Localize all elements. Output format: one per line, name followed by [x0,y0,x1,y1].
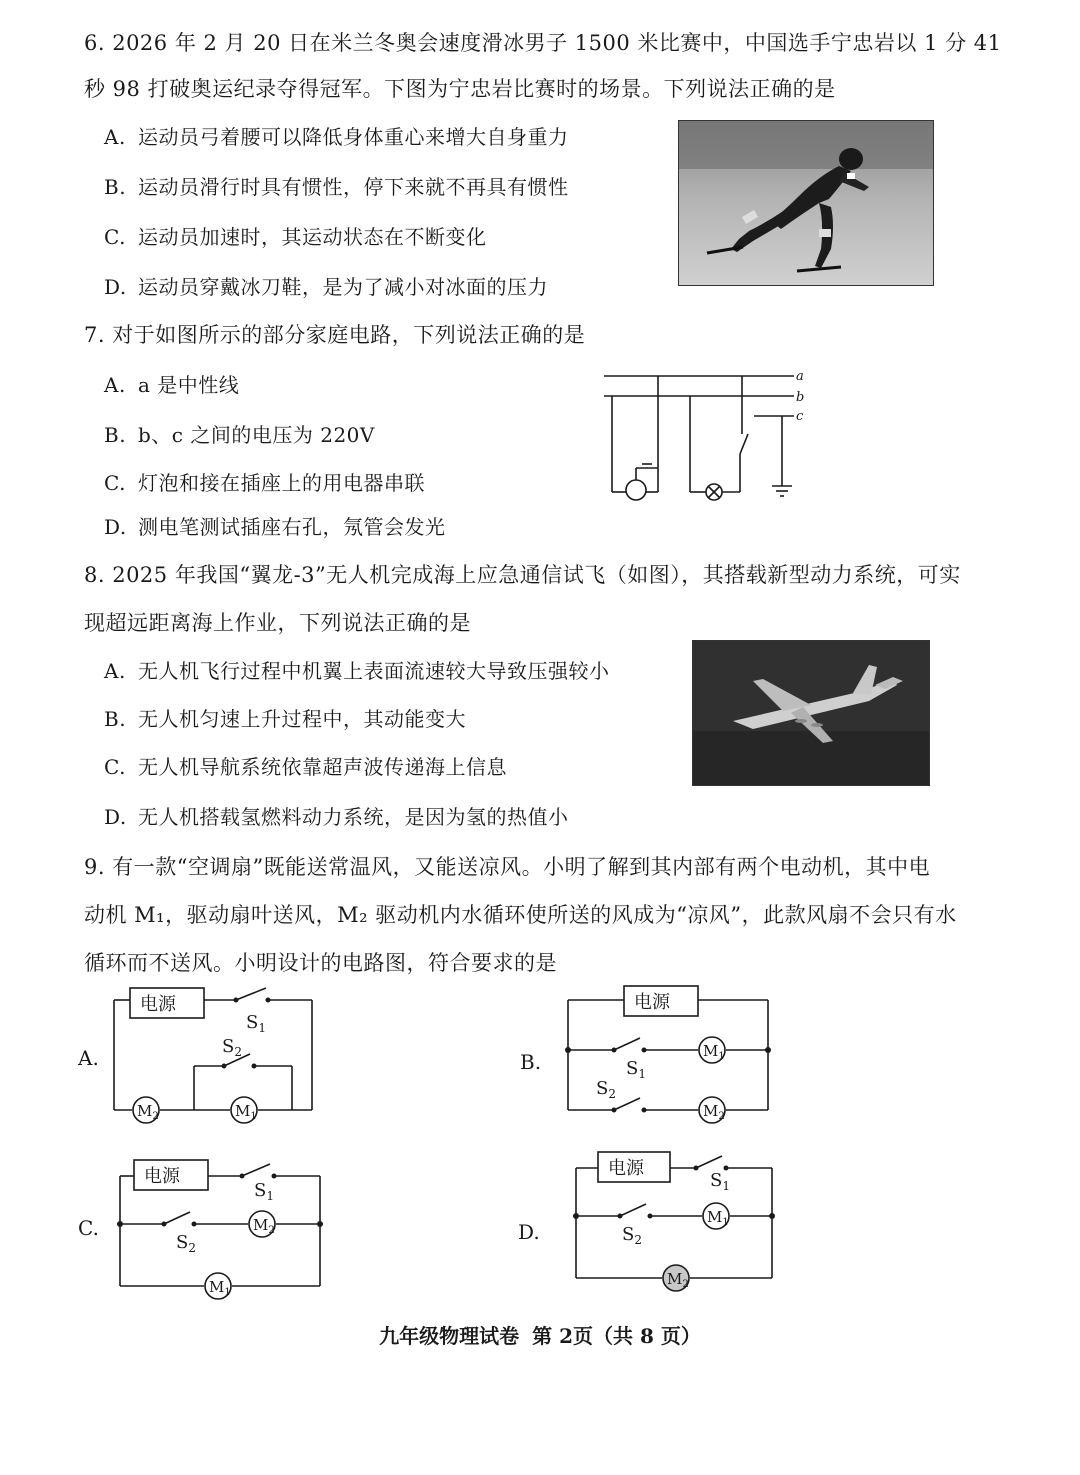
drone-photo [692,640,930,786]
option-label: A. [104,125,126,149]
option-label: B. [104,175,127,199]
q7-option-c [104,468,425,498]
q9-circuit-c [112,1156,342,1308]
option-label: B. [104,423,127,447]
motor-m1-label: $M_1$ [703,1042,725,1062]
q7-stem: 7. 对于如图所示的部分家庭电路，下列说法正确的是 [84,323,586,347]
option-text: b、c 之间的电压为 220V [138,423,375,447]
q8-stem-line1: 8. 2025 年我国“翼龙-3”无人机完成海上应急通信试飞（如图），其搭载新型动力系统，可实 [84,563,961,587]
option-label: A. [104,659,126,683]
q6-stem-line1: 6. 2026 年 2 月 20 日在米兰冬奥会速度滑冰男子 1500 米比赛中，中国选手宁忠岩以 1 分 41 [84,31,1002,55]
option-text: 运动员穿戴冰刀鞋，是为了减小对冰面的压力 [138,275,548,299]
q8-option-b [104,704,466,734]
motor-m2-label: $M_2$ [253,1216,275,1236]
motor-m1-label: $M_1$ [235,1102,257,1122]
q6-stem-line2: 秒 98 打破奥运纪录夺得冠军。下图为宁忠岩比赛时的场景。下列说法正确的是 [84,77,836,101]
q9-circuit-a [100,980,330,1130]
wire-label-b: b [796,390,805,405]
motor-m2-label: $M_2$ [667,1270,689,1290]
q8-option-c [104,752,507,782]
q9-circuit-b [560,984,790,1134]
q9-choice-d-label: D. [518,1220,540,1244]
switch-s1-label: $S_1$ [710,1170,730,1193]
page-footer [0,1320,1080,1349]
option-text: a 是中性线 [138,373,240,397]
q6-option-b [104,172,569,202]
option-label: C. [104,225,126,249]
wire-label-a: a [796,369,804,384]
option-text: 测电笔测试插座右孔，氖管会发光 [138,515,446,539]
power-label: 电源 [140,994,176,1015]
option-text: 运动员滑行时具有惯性，停下来就不再具有惯性 [138,175,569,199]
option-text: 无人机搭载氢燃料动力系统，是因为氢的热值小 [138,805,569,829]
household-circuit-diagram [598,364,818,504]
power-label: 电源 [634,992,670,1013]
option-label: D. [104,805,127,829]
option-label: D. [104,275,127,299]
q7-option-b [104,420,375,450]
q8-option-a [104,656,610,686]
option-text: 运动员加速时，其运动状态在不断变化 [138,225,487,249]
motor-m1-label: $M_1$ [707,1208,729,1228]
footer-title: 九年级物理试卷 [379,1324,520,1348]
option-text: 无人机导航系统依靠超声波传递海上信息 [138,755,507,779]
q9-stem-line3: 循环而不送风。小明设计的电路图，符合要求的是 [84,951,557,975]
q7-option-d [104,512,446,542]
skater-photo [678,120,934,286]
motor-m2-label: $M_2$ [137,1102,159,1122]
option-text: 无人机匀速上升过程中，其动能变大 [138,707,466,731]
switch-s2-label: $S_2$ [176,1232,196,1255]
q9-choice-b-label: B. [520,1050,542,1074]
option-label: C. [104,471,126,495]
option-label: B. [104,707,127,731]
option-text: 无人机飞行过程中机翼上表面流速较大导致压强较小 [138,659,610,683]
power-label: 电源 [144,1166,180,1187]
switch-s2-label: $S_2$ [622,1224,642,1247]
motor-m2-label: $M_2$ [703,1102,725,1122]
q9-circuit-d [566,1150,796,1302]
switch-s1-label: $S_1$ [246,1012,266,1035]
q6-option-a [104,122,569,152]
option-label: C. [104,755,126,779]
q9-stem-line1: 9. 有一款“空调扇”既能送常温风，又能送凉风。小明了解到其内部有两个电动机，其中电 [84,855,931,879]
q8-option-d [104,802,569,832]
switch-s2-label: $S_2$ [596,1078,616,1101]
switch-s1-label: $S_1$ [254,1180,274,1203]
q7-option-a [104,370,239,400]
motor-m1-label: $M_1$ [209,1278,231,1298]
switch-s1-label: $S_1$ [626,1058,646,1081]
footer-page-number: 第 2页（共 8 页） [532,1324,701,1348]
wire-label-c: c [796,409,804,424]
option-label: A. [104,373,126,397]
q9-stem-line2: 动机 M₁，驱动扇叶送风，M₂ 驱动机内水循环使所送的风成为“凉风”，此款风扇不会只有水 [84,903,957,927]
q6-option-d [104,272,548,302]
switch-s2-label: $S_2$ [222,1036,242,1059]
q6-option-c [104,222,487,252]
option-text: 运动员弓着腰可以降低身体重心来增大自身重力 [138,125,569,149]
option-label: D. [104,515,127,539]
q9-choice-a-label: A. [78,1046,99,1070]
q8-stem-line2: 现超远距离海上作业，下列说法正确的是 [84,611,471,635]
power-label: 电源 [608,1158,644,1179]
q9-choice-c-label: C. [78,1216,99,1240]
option-text: 灯泡和接在插座上的用电器串联 [138,471,425,495]
